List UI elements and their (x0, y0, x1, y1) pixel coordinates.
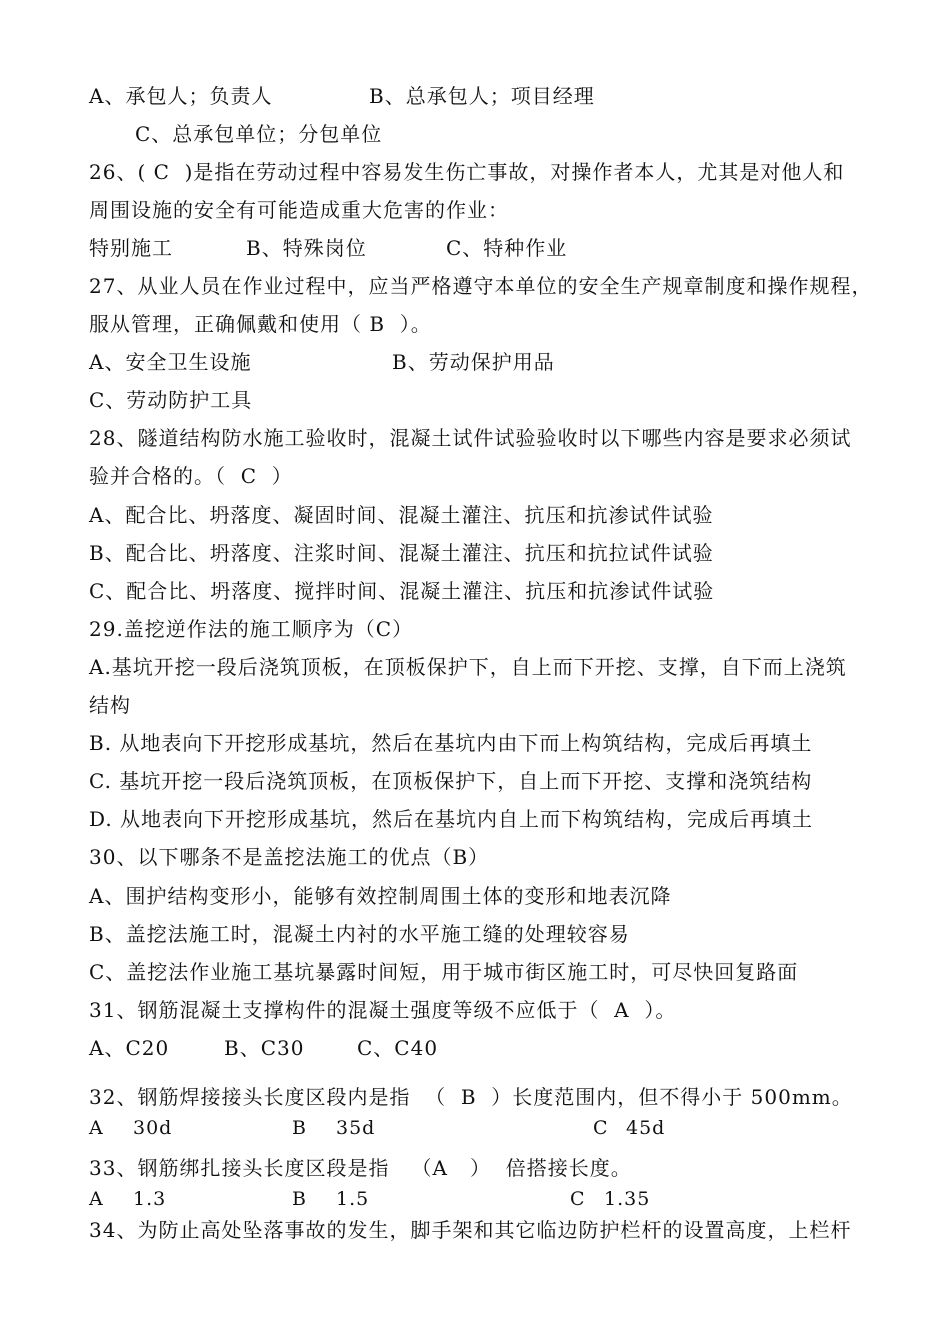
q33-option-b-letter: B (292, 1188, 307, 1210)
q27-stem-line1: 27、从业人员在作业过程中，应当严格遵守本单位的安全生产规章制度和操作规程， (89, 274, 873, 298)
q31-option-c: C、C40 (357, 1036, 439, 1060)
q26-option-a: 特别施工 (89, 236, 173, 260)
q28-option-a: A、配合比、坍落度、凝固时间、混凝土灌注、抗压和抗渗试件试验 (89, 503, 714, 527)
q31-option-b: B、C30 (224, 1036, 305, 1060)
q31-stem: 31、钢筋混凝土支撑构件的混凝土强度等级不应低于（ A ）。 (89, 998, 677, 1022)
q33-option-a-value: 1.3 (133, 1188, 167, 1210)
q33-stem: 33、钢筋绑扎接头长度区段是指 （A ） 倍搭接长度。 (89, 1156, 632, 1180)
q25-option-a: A、承包人；负责人 (89, 84, 273, 108)
q33-option-b-value: 1.5 (336, 1188, 370, 1210)
q30-option-a: A、围护结构变形小，能够有效控制周围土体的变形和地表沉降 (89, 884, 672, 908)
q32-option-a-letter: A (89, 1117, 104, 1139)
q27-option-a: A、安全卫生设施 (89, 350, 252, 374)
q26-option-c: C、特种作业 (446, 236, 568, 260)
q28-stem-line2: 验并合格的。（ C ） (89, 464, 293, 488)
q32-option-b-letter: B (292, 1117, 307, 1139)
q33-option-a-letter: A (89, 1188, 104, 1210)
q31-option-a: A、C20 (89, 1036, 170, 1060)
q27-option-c: C、劳动防护工具 (89, 388, 253, 412)
q28-stem-line1: 28、隧道结构防水施工验收时，混凝土试件试验验收时以下哪些内容是要求必须试 (89, 426, 852, 450)
q29-stem: 29.盖挖逆作法的施工顺序为（C） (89, 617, 414, 641)
q28-option-c: C、配合比、坍落度、搅拌时间、混凝土灌注、抗压和抗渗试件试验 (89, 579, 715, 603)
q28-option-b: B、配合比、坍落度、注浆时间、混凝土灌注、抗压和抗拉试件试验 (89, 541, 714, 565)
q27-stem-line2: 服从管理，正确佩戴和使用（ B ）。 (89, 312, 432, 336)
q30-option-b: B、盖挖法施工时，混凝土内衬的水平施工缝的处理较容易 (89, 922, 630, 946)
q25-option-b: B、总承包人；项目经理 (369, 84, 595, 108)
q32-option-c-value: 45d (626, 1117, 666, 1139)
q25-option-c: C、总承包单位；分包单位 (135, 122, 383, 146)
q33-option-c-value: 1.35 (604, 1188, 651, 1210)
q27-option-b: B、劳动保护用品 (392, 350, 555, 374)
q34-stem-line1: 34、为防止高处坠落事故的发生，脚手架和其它临边防护栏杆的设置高度，上栏杆 (89, 1218, 852, 1242)
q29-option-b: B. 从地表向下开挖形成基坑，然后在基坑内由下而上构筑结构，完成后再填土 (89, 731, 813, 755)
q32-option-c-letter: C (593, 1117, 609, 1139)
q32-option-a-value: 30d (133, 1117, 173, 1139)
q29-option-d: D. 从地表向下开挖形成基坑，然后在基坑内自上而下构筑结构，完成后再填土 (89, 807, 814, 831)
q26-option-b: B、特殊岗位 (246, 236, 367, 260)
q32-option-b-value: 35d (336, 1117, 376, 1139)
q33-option-c-letter: C (570, 1188, 586, 1210)
q32-stem: 32、钢筋焊接接头长度区段内是指 （ B ）长度范围内，但不得小于 500mm。 (89, 1085, 853, 1109)
q26-stem-line2: 周围设施的安全有可能造成重大危害的作业： (89, 198, 509, 222)
q26-stem-line1: 26、( C )是指在劳动过程中容易发生伤亡事故，对操作者本人，尤其是对他人和 (89, 160, 845, 184)
q29-option-a-line2: 结构 (89, 693, 131, 717)
q29-option-a-line1: A.基坑开挖一段后浇筑顶板，在顶板保护下，自上而下开挖、支撑，自下而上浇筑 (89, 655, 847, 679)
q29-option-c: C. 基坑开挖一段后浇筑顶板，在顶板保护下，自上而下开挖、支撑和浇筑结构 (89, 769, 813, 793)
q30-stem: 30、以下哪条不是盖挖法施工的优点（B） (89, 845, 490, 869)
q30-option-c: C、盖挖法作业施工基坑暴露时间短，用于城市街区施工时，可尽快回复路面 (89, 960, 799, 984)
